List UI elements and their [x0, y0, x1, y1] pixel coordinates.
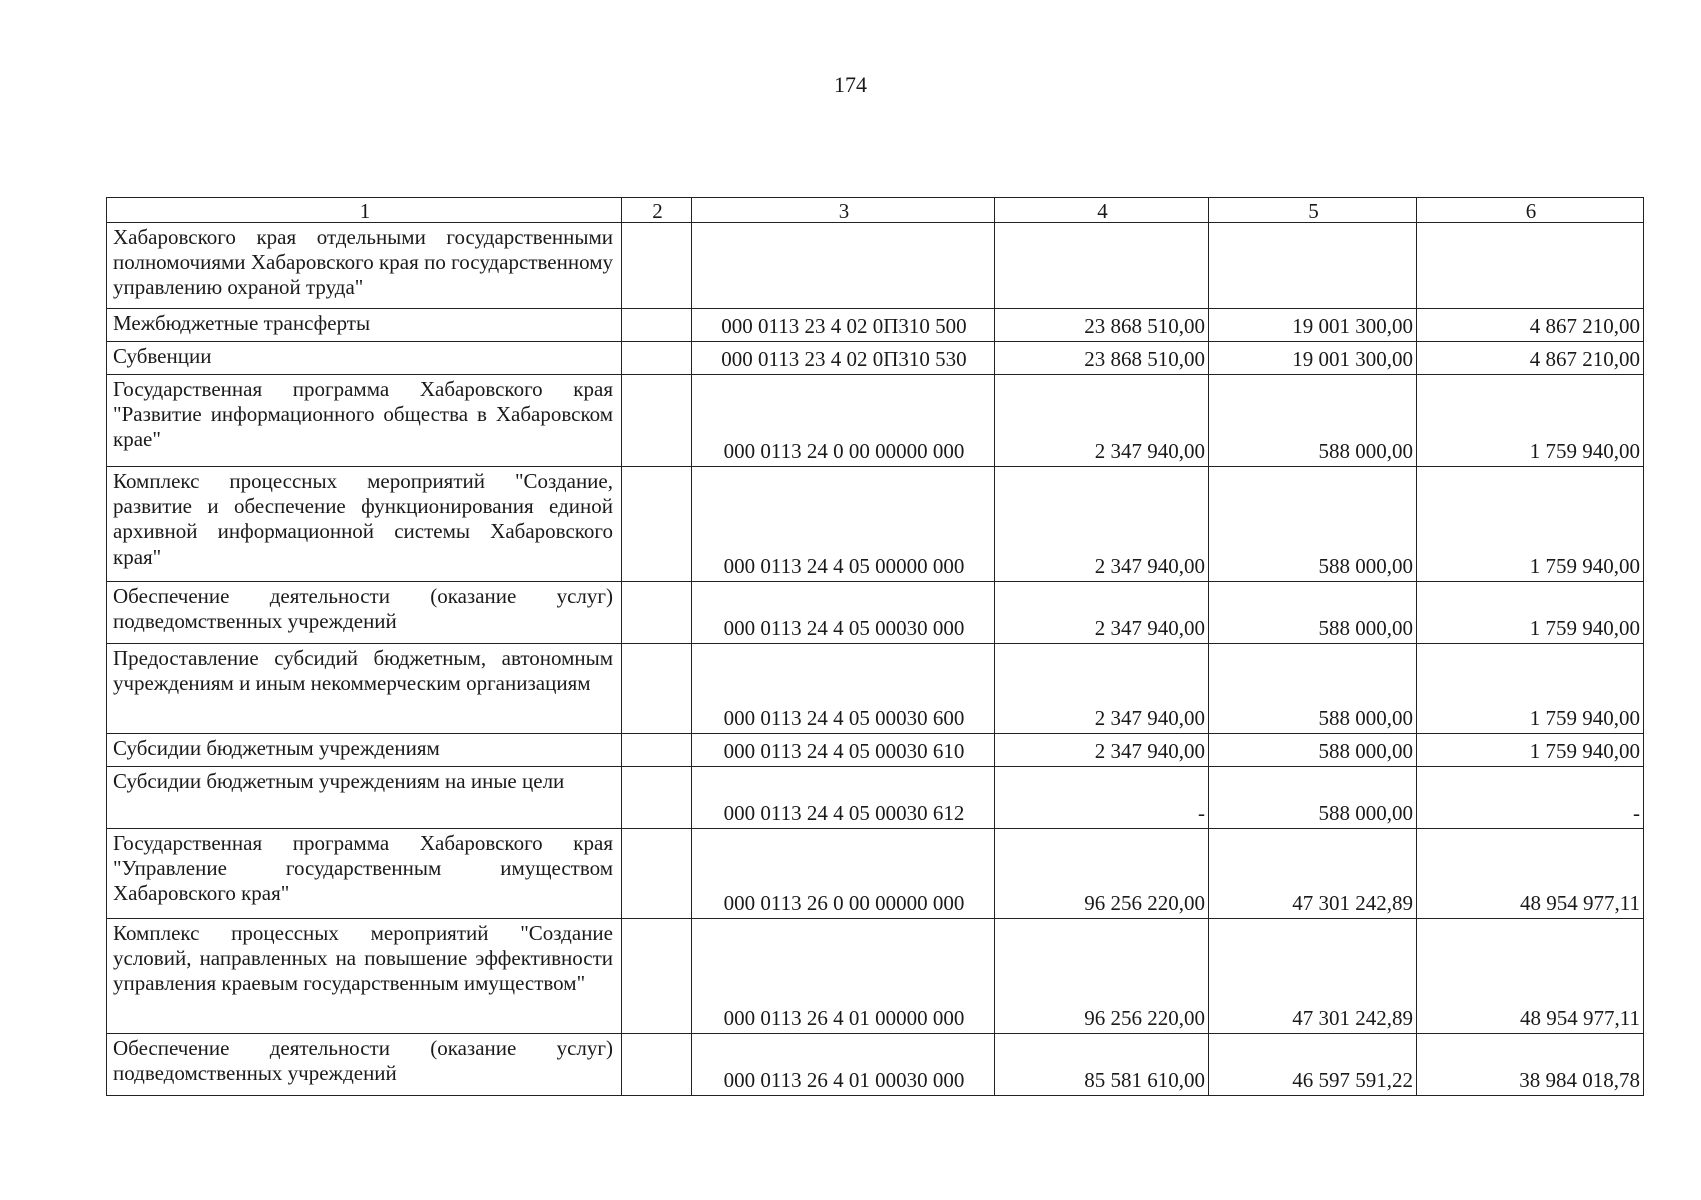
budget-table: [106, 197, 1644, 1096]
row-value-4: 23 868 510,00: [995, 342, 1209, 375]
row-value-6: 1 759 940,00: [1417, 734, 1644, 767]
table-row: [107, 1034, 1644, 1096]
row-col2: [622, 734, 692, 767]
page-number: 174: [834, 72, 867, 97]
row-value-6: 1 759 940,00: [1417, 582, 1644, 644]
row-col2: [622, 342, 692, 375]
row-col2: [622, 919, 692, 1034]
row-value-4: 96 256 220,00: [995, 829, 1209, 919]
row-value-6: 48 954 977,11: [1417, 919, 1644, 1034]
row-name: Предоставление субсидий бюджетным, автономным учреждениям и иным некоммерческим организациям: [107, 644, 622, 734]
row-name: Государственная программа Хабаровского края "Управление государственным имуществом Хабаровского края": [107, 829, 622, 919]
row-value-5: 588 000,00: [1209, 375, 1417, 467]
row-value-5: [1209, 223, 1417, 309]
row-value-4: 96 256 220,00: [995, 919, 1209, 1034]
row-col2: [622, 309, 692, 342]
row-col2: [622, 582, 692, 644]
row-code: 000 0113 24 4 05 00030 610: [692, 734, 995, 767]
row-code: 000 0113 24 4 05 00030 612: [692, 767, 995, 829]
row-value-4: 2 347 940,00: [995, 644, 1209, 734]
row-col2: [622, 829, 692, 919]
table-row: [107, 223, 1644, 309]
row-code: 000 0113 26 0 00 00000 000: [692, 829, 995, 919]
row-code: 000 0113 23 4 02 0П310 500: [692, 309, 995, 342]
table-row: [107, 375, 1644, 467]
row-code: 000 0113 24 4 05 00030 000: [692, 582, 995, 644]
row-col2: [622, 467, 692, 582]
row-value-5: 588 000,00: [1209, 767, 1417, 829]
column-header-3: 3: [692, 198, 995, 223]
table-row: [107, 582, 1644, 644]
row-value-4: 2 347 940,00: [995, 375, 1209, 467]
row-value-4: 2 347 940,00: [995, 734, 1209, 767]
row-code: 000 0113 24 4 05 00000 000: [692, 467, 995, 582]
row-name: Обеспечение деятельности (оказание услуг) подведомственных учреждений: [107, 1034, 622, 1096]
row-code: 000 0113 23 4 02 0П310 530: [692, 342, 995, 375]
row-value-6: 1 759 940,00: [1417, 644, 1644, 734]
table-row: [107, 829, 1644, 919]
table-row: [107, 734, 1644, 767]
table-header-row: [107, 198, 1644, 223]
row-col2: [622, 1034, 692, 1096]
row-value-4: 85 581 610,00: [995, 1034, 1209, 1096]
row-code: 000 0113 26 4 01 00030 000: [692, 1034, 995, 1096]
row-name: Хабаровского края отдельными государственными полномочиями Хабаровского края по государственному управлению охраной труда": [107, 223, 622, 309]
row-value-5: 588 000,00: [1209, 644, 1417, 734]
row-name: Обеспечение деятельности (оказание услуг) подведомственных учреждений: [107, 582, 622, 644]
row-name: Субсидии бюджетным учреждениям: [107, 734, 622, 767]
row-value-5: 19 001 300,00: [1209, 342, 1417, 375]
row-value-5: 588 000,00: [1209, 734, 1417, 767]
row-value-4: -: [995, 767, 1209, 829]
row-code: [692, 223, 995, 309]
row-col2: [622, 223, 692, 309]
row-col2: [622, 767, 692, 829]
row-name: Субсидии бюджетным учреждениям на иные цели: [107, 767, 622, 829]
row-value-6: 4 867 210,00: [1417, 342, 1644, 375]
row-value-6: 1 759 940,00: [1417, 375, 1644, 467]
table-row: [107, 342, 1644, 375]
row-value-6: 38 984 018,78: [1417, 1034, 1644, 1096]
row-value-5: 47 301 242,89: [1209, 829, 1417, 919]
row-value-5: 47 301 242,89: [1209, 919, 1417, 1034]
row-value-4: 2 347 940,00: [995, 582, 1209, 644]
column-header-5: 5: [1209, 198, 1417, 223]
row-col2: [622, 644, 692, 734]
row-value-6: 48 954 977,11: [1417, 829, 1644, 919]
row-name: Межбюджетные трансферты: [107, 309, 622, 342]
row-value-6: 1 759 940,00: [1417, 467, 1644, 582]
row-value-4: [995, 223, 1209, 309]
row-code: 000 0113 24 0 00 00000 000: [692, 375, 995, 467]
table-row: [107, 309, 1644, 342]
column-header-6: 6: [1417, 198, 1644, 223]
row-value-5: 588 000,00: [1209, 467, 1417, 582]
table-row: [107, 919, 1644, 1034]
row-value-4: 2 347 940,00: [995, 467, 1209, 582]
table-row: [107, 644, 1644, 734]
row-name: Субвенции: [107, 342, 622, 375]
row-value-4: 23 868 510,00: [995, 309, 1209, 342]
column-header-2: 2: [622, 198, 692, 223]
row-code: 000 0113 24 4 05 00030 600: [692, 644, 995, 734]
row-value-5: 46 597 591,22: [1209, 1034, 1417, 1096]
row-name: Комплекс процессных мероприятий "Создание условий, направленных на повышение эффективности управления краевым государственным имуществом": [107, 919, 622, 1034]
row-value-6: -: [1417, 767, 1644, 829]
column-header-4: 4: [995, 198, 1209, 223]
table-row: [107, 767, 1644, 829]
row-value-6: [1417, 223, 1644, 309]
row-col2: [622, 375, 692, 467]
row-code: 000 0113 26 4 01 00000 000: [692, 919, 995, 1034]
row-name: Комплекс процессных мероприятий "Создание, развитие и обеспечение функционирования единой архивной информационной системы Хабаровского края": [107, 467, 622, 582]
table-row: [107, 467, 1644, 582]
row-name: Государственная программа Хабаровского края "Развитие информационного общества в Хабаровском крае": [107, 375, 622, 467]
column-header-1: 1: [107, 198, 622, 223]
row-value-6: 4 867 210,00: [1417, 309, 1644, 342]
row-value-5: 588 000,00: [1209, 582, 1417, 644]
row-value-5: 19 001 300,00: [1209, 309, 1417, 342]
